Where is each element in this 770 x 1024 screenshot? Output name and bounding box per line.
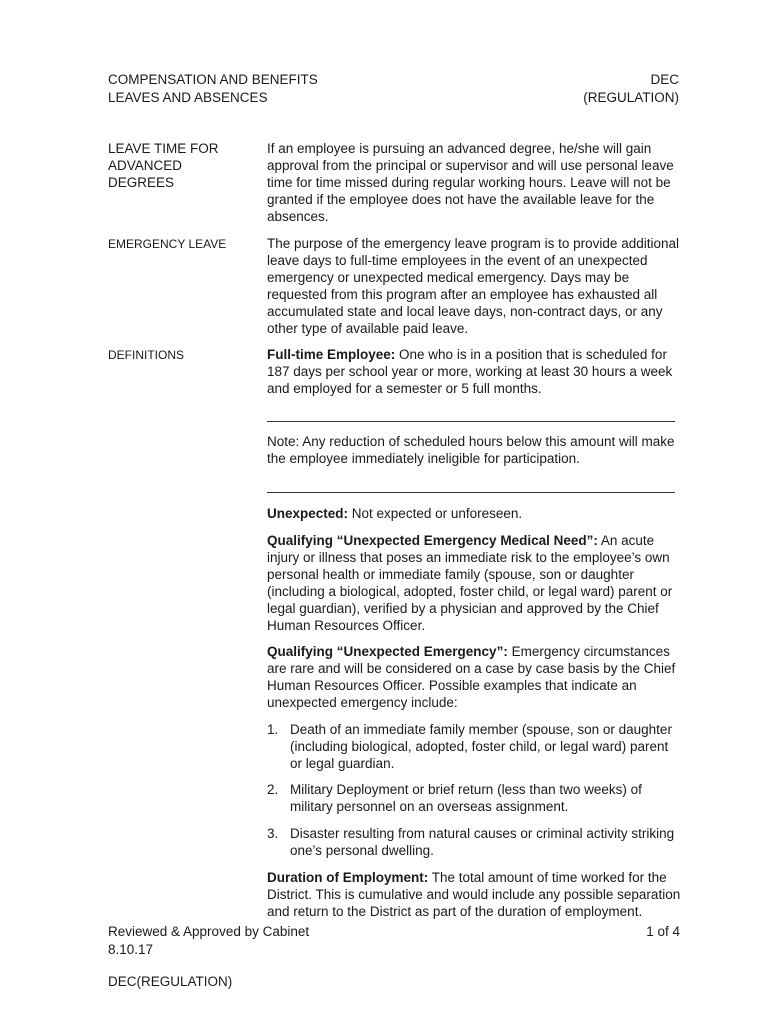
list-text: Military Deployment or brief return (less than two weeks) of military personnel on an overseas assignment. bbox=[290, 782, 642, 814]
note-text: Note: Any reduction of scheduled hours below this amount will make the employee immediately ineligible for participation. bbox=[267, 434, 675, 466]
definition-medical-need bbox=[267, 532, 681, 634]
duration-label: Duration of Employment: bbox=[267, 870, 429, 885]
emergency-text: Emergency circumstances are rare and will be considered on a case by case basis by the Chief Human Resources Officer. Possible examples that indicate an unexpected emergency include: bbox=[267, 644, 676, 710]
unexpected-label: Unexpected: bbox=[267, 506, 349, 521]
fulltime-text: One who is in a position that is scheduled for 187 days per school year or more, working at least 30 hours a week and employed for a semester or 5 full months. bbox=[267, 347, 673, 396]
definition-unexpected-emergency bbox=[267, 643, 681, 711]
list-text: Death of an immediate family member (spouse, son or daughter (including biological, adopted, foster child, or legal ward) parent or legal guardian. bbox=[290, 722, 672, 771]
footer-doc-code: DEC(REGULATION) bbox=[108, 974, 233, 989]
footer-approval bbox=[108, 923, 309, 959]
divider-bottom bbox=[267, 492, 675, 493]
list-item bbox=[267, 781, 681, 815]
fulltime-label: Full-time Employee: bbox=[267, 347, 396, 362]
header-subcategory: LEAVES AND ABSENCES bbox=[108, 90, 268, 105]
term-definitions: DEFINITIONS bbox=[108, 348, 185, 362]
definition-fulltime-employee bbox=[267, 346, 681, 397]
list-item bbox=[267, 825, 681, 859]
duration-text: The total amount of time worked for the District. This is cumulative and would include any possible separation and return to the District as part of the duration of employment. bbox=[267, 870, 681, 919]
advanced-degrees-text: If an employee is pursuing an advanced degree, he/she will gain approval from the principal or supervisor and will use personal leave time for time missed during regular working hours. Leave will not be granted if the employee does not have the available leave for the absences. bbox=[267, 141, 674, 224]
definition-unexpected bbox=[267, 505, 681, 522]
medical-need-label: Qualifying “Unexpected Emergency Medical Need”: bbox=[267, 533, 598, 548]
definition-duration bbox=[267, 869, 681, 920]
medical-need-text: An acute injury or illness that poses an immediate risk to the employee’s own personal health or immediate family (spouse, son or daughter (including a biological, adopted, foster child, or legal ward) parent or legal guardian), verified by a physician and approved by the Chief Human Resources Officer. bbox=[267, 533, 673, 633]
list-number: 2. bbox=[267, 782, 279, 797]
emergency-label: Qualifying “Unexpected Emergency”: bbox=[267, 644, 508, 659]
list-text: Disaster resulting from natural causes or criminal activity striking one’s personal dwelling. bbox=[290, 826, 675, 858]
term-emergency-leave: EMERGENCY LEAVE bbox=[108, 237, 227, 251]
list-item bbox=[267, 721, 681, 772]
header-code: DEC bbox=[650, 72, 679, 87]
page-number: 1 of 4 bbox=[646, 924, 680, 939]
list-number: 1. bbox=[267, 722, 279, 737]
footer-date: 8.10.17 bbox=[108, 942, 154, 957]
header-right bbox=[480, 71, 679, 107]
divider-top bbox=[267, 421, 675, 422]
footer-reviewed: Reviewed & Approved by Cabinet bbox=[108, 924, 310, 939]
emergency-leave-text: The purpose of the emergency leave program is to provide additional leave days to full-time employees in the event of an unexpected emergency or unexpected medical emergency. Days may be requested from this program after an employee has exhausted all accumulated state and local leave days, non-contract days, or any other type of available paid leave. bbox=[267, 236, 679, 336]
term-advanced-degrees: LEAVE TIME FOR ADVANCED DEGREES bbox=[108, 141, 219, 190]
list-number: 3. bbox=[267, 826, 279, 841]
header-left bbox=[108, 71, 318, 107]
header-doc-type: (REGULATION) bbox=[583, 90, 679, 105]
unexpected-text: Not expected or unforeseen. bbox=[348, 506, 523, 521]
header-category: COMPENSATION AND BENEFITS bbox=[108, 72, 318, 87]
